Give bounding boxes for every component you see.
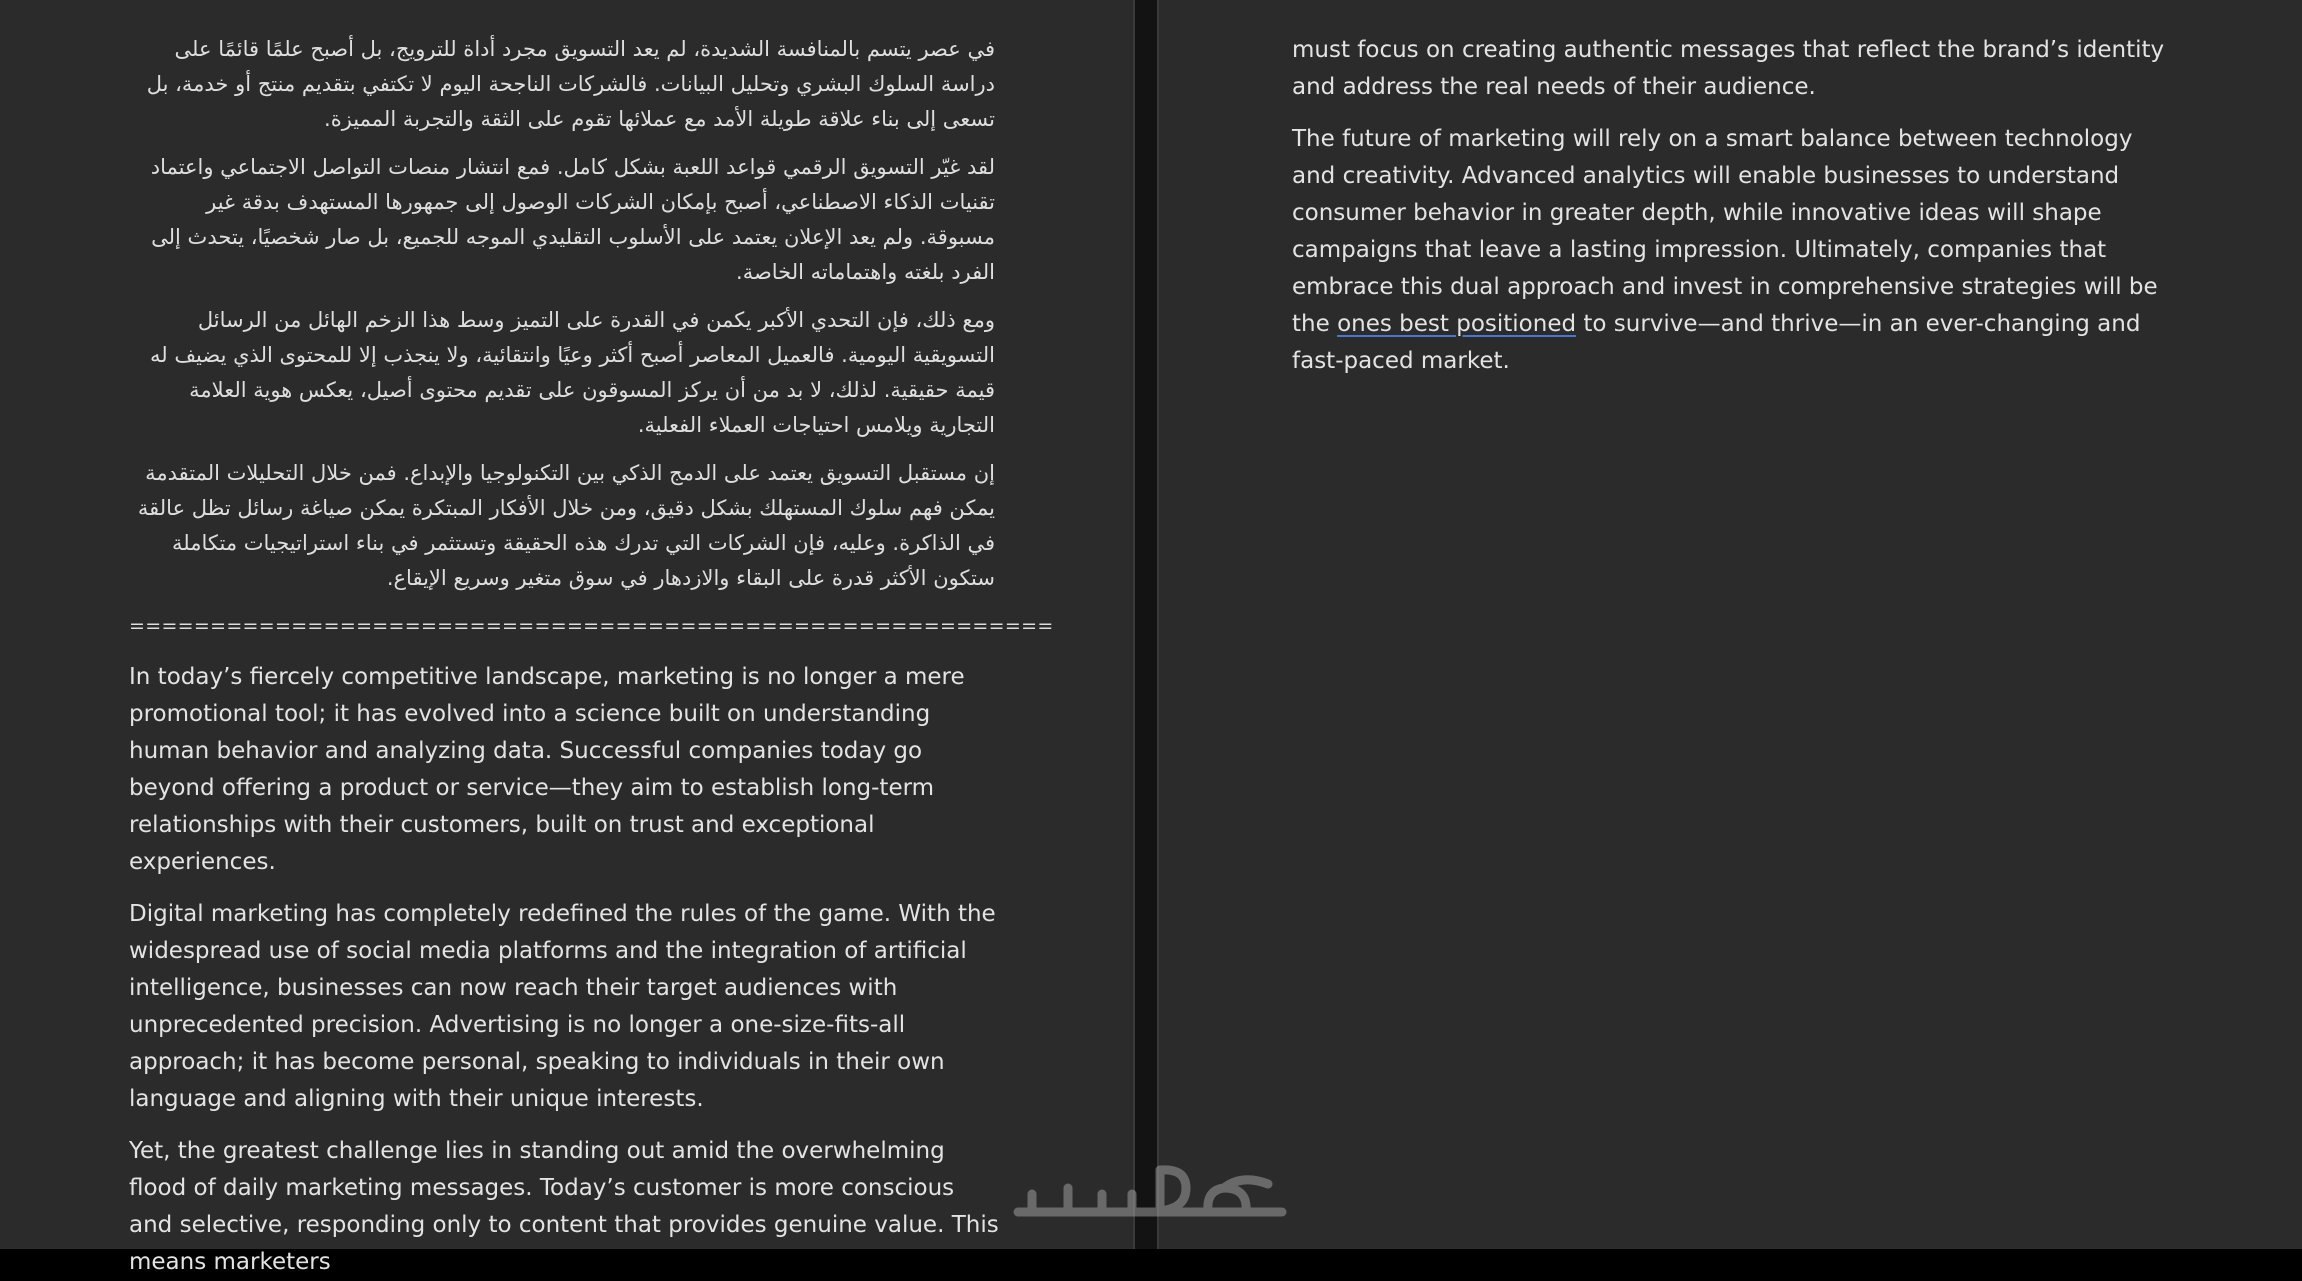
document-page-right[interactable] — [1159, 0, 2302, 1249]
english-paragraph-continuation[interactable]: must focus on creating authentic messages that reflect the brand’s identity and address the real needs of their audience. — [1292, 37, 2165, 100]
spelling-underline-text[interactable]: ones best positioned — [1337, 311, 1577, 337]
page-edge-left — [1133, 0, 1135, 1249]
arabic-paragraph-1[interactable]: في عصر يتسم بالمنافسة الشديدة، لم يعد التسويق مجرد أداة للترويج، بل أصبح علمًا قائمًا على دراسة السلوك البشري وتحليل البيانات. فالشركات الناجحة اليوم لا تكتفي بتقديم منتج أو خدمة، بل تسعى إلى بناء علاقة طويلة الأمد مع عملائها تقوم على الثقة والتجربة المميزة. — [146, 37, 995, 131]
english-paragraph-3[interactable]: Yet, the greatest challenge lies in standing out amid the overwhelming flood of daily marketing messages. Today’s customer is more conscious and selective, responding only to content that provides genuine value. This means marketers — [129, 1138, 999, 1275]
arabic-paragraph-2[interactable]: لقد غيّر التسويق الرقمي قواعد اللعبة بشكل كامل. فمع انتشار منصات التواصل الاجتماعي واعتماد تقنيات الذكاء الاصطناعي، أصبح بإمكان الشركات الوصول إلى جمهورها المستهدف بدقة غير مسبوقة. ولم يعد الإعلان يعتمد على الأسلوب التقليدي الموجه للجميع، بل صار شخصيًا، يتحدث إلى الفرد بلغته واهتماماته الخاصة. — [150, 155, 995, 284]
english-paragraph-2[interactable]: Digital marketing has completely redefined the rules of the game. With the widespread use of social media platforms and the integration of artificial intelligence, businesses can now reach their target audiences with unprecedented precision. Advertising is no longer a one-size-fits-all approach; it has become personal, speaking to individuals in their own language and aligning with their unique interests. — [129, 901, 996, 1112]
final-paragraph-end: to survive—and thrive—in an ever-changing and fast-paced market. — [1292, 311, 2141, 374]
final-paragraph-start: The future of marketing will rely on a smart balance between technology and creativity. Advanced analytics will enable businesses to understand consumer behavior in greater depth, while innovative ideas will shape campaigns that leave a lasting impression. Ultimately, companies that embrace this dual approach and invest in comprehensive strategies will be the — [1292, 126, 2158, 337]
page-gutter — [1133, 0, 1159, 1249]
arabic-paragraph-4[interactable]: إن مستقبل التسويق يعتمد على الدمج الذكي بين التكنولوجيا والإبداع. فمن خلال التحليلات المتقدمة يمكن فهم سلوك المستهلك بشكل دقيق، ومن خلال الأفكار المبتكرة يمكن صياغة رسائل تظل عالقة في الذاكرة. وعليه، فإن الشركات التي تدرك هذه الحقيقة وتستثمر في بناء استراتيجيات متكاملة ستكون الأكثر قدرة على البقاء والازدهار في سوق متغير وسريع الإيقاع. — [137, 461, 995, 590]
document-page-left[interactable] — [0, 0, 1133, 1275]
watermark-stroke-9 — [1224, 1180, 1268, 1188]
english-paragraph-final[interactable] — [1292, 121, 2172, 380]
separator-line[interactable]: ========================================================= — [129, 615, 1054, 637]
english-paragraph-1[interactable]: In today’s fiercely competitive landscape, marketing is no longer a mere promotional tool; it has evolved into a science built on understanding human behavior and analyzing data. Successful companies today go beyond offering a product or service—they aim to establish long-term relationships with their customers, built on trust and exceptional experiences. — [129, 664, 965, 875]
arabic-paragraph-3[interactable]: ومع ذلك، فإن التحدي الأكبر يكمن في القدرة على التميز وسط هذا الزخم الهائل من الرسائل التسويقية اليومية. فالعميل المعاصر أصبح أكثر وعيًا وانتقائية، ولا ينجذب إلا للمحتوى الذي يضيف له قيمة حقيقية. لذلك، لا بد من أن يركز المسوقون على تقديم محتوى أصيل، يعكس هوية العلامة التجارية ويلامس احتياجات العملاء الفعلية. — [149, 308, 995, 437]
khamsat-watermark-logo — [1010, 1150, 1290, 1230]
